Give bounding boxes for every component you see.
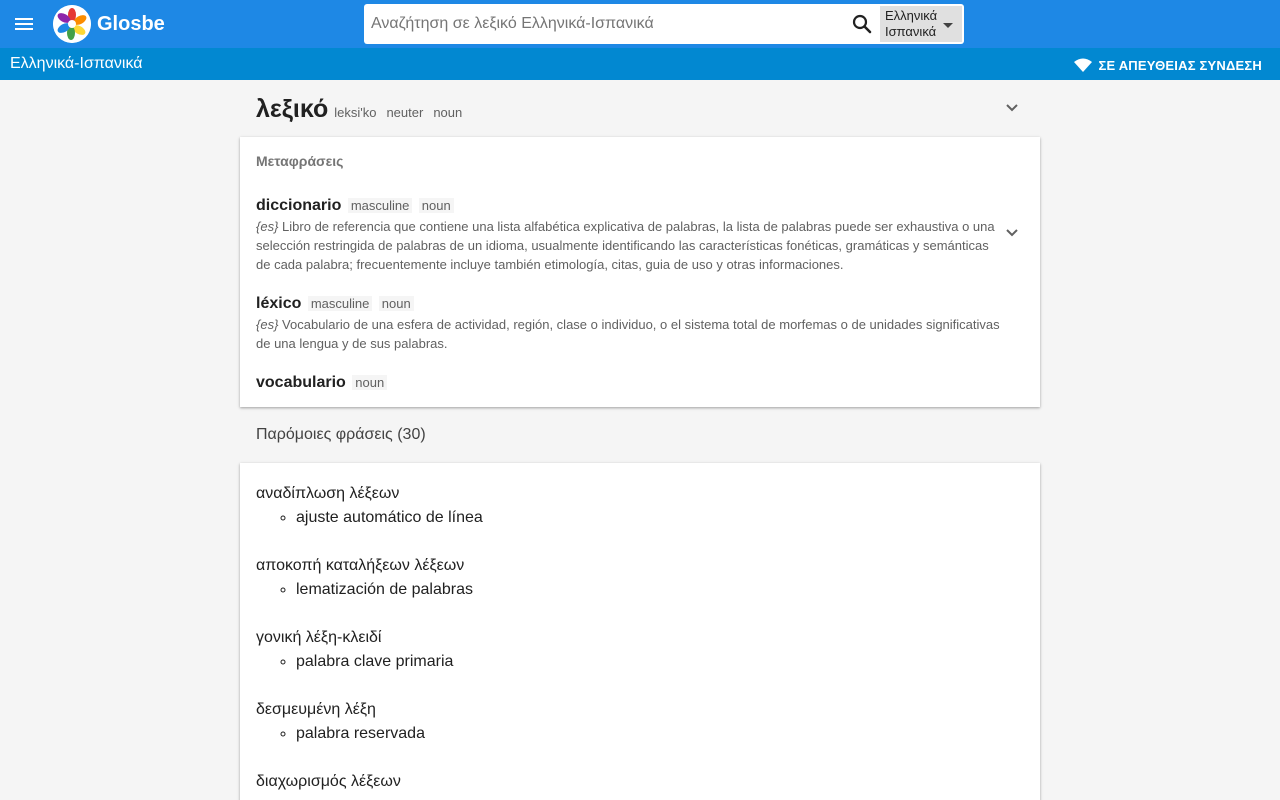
- headword: λεξικό: [256, 95, 329, 123]
- language-pair-select[interactable]: [880, 6, 962, 42]
- similar-phrases-heading: Παρόμοιες φράσεις (30): [256, 426, 426, 443]
- top-app-bar: [0, 0, 1280, 48]
- translations-heading: Μεταφράσεις: [256, 153, 344, 169]
- definition-language: {es}: [256, 219, 279, 234]
- chevron-down-icon[interactable]: [1004, 100, 1020, 116]
- pos-tag: noun: [419, 198, 454, 213]
- phrase-source[interactable]: αναδίπλωση λέξεων: [256, 485, 400, 502]
- search-input[interactable]: [366, 6, 846, 42]
- gender-tag: neuter: [386, 105, 424, 120]
- translation-definition: [256, 217, 1001, 274]
- brand-name[interactable]: Glosbe: [97, 13, 165, 35]
- search-icon[interactable]: [850, 12, 874, 36]
- definition-language: {es}: [256, 317, 279, 332]
- phrase-source[interactable]: αποκοπή καταλήξεων λέξεων: [256, 557, 465, 574]
- phrase-item: [256, 556, 473, 600]
- pos-tag: noun: [379, 296, 414, 311]
- glosbe-logo[interactable]: [53, 5, 91, 43]
- headword-row: [256, 95, 462, 125]
- pos-tag: noun: [352, 375, 387, 390]
- language-to: Ισπανικά: [885, 24, 937, 39]
- phrase-translation[interactable]: ◦ lematización de palabras: [296, 580, 473, 600]
- language-pair-bar: [0, 48, 1280, 80]
- translation-definition: [256, 315, 1001, 353]
- pronunciation: leksi'ko: [334, 105, 377, 120]
- definition-text: Vocabulario de una esfera de actividad, región, clase o individuo, o el sistema total de morfemas o de unidades significativas de una lengua y de sus palabras.: [256, 317, 1000, 351]
- phrase-item: [256, 772, 401, 792]
- translation-word[interactable]: léxico: [256, 295, 302, 312]
- phrase-source[interactable]: διαχωρισμός λέξεων: [256, 773, 401, 790]
- phrase-item: [256, 628, 453, 672]
- dropdown-caret-icon: [943, 23, 953, 28]
- gender-tag: masculine: [348, 198, 413, 213]
- chevron-down-icon[interactable]: [1004, 225, 1020, 241]
- gender-tag: masculine: [308, 296, 373, 311]
- translation-item: [256, 374, 1001, 392]
- language-pair-link[interactable]: Ελληνικά-Ισπανικά: [10, 55, 143, 72]
- translation-item: [256, 197, 1001, 274]
- language-from: Ελληνικά: [885, 8, 938, 23]
- translation-word[interactable]: diccionario: [256, 197, 342, 214]
- translation-word[interactable]: vocabulario: [256, 374, 346, 391]
- wifi-icon: [1074, 58, 1092, 72]
- phrase-source[interactable]: γονική λέξη-κλειδί: [256, 629, 382, 646]
- pos-tag: noun: [433, 105, 463, 120]
- online-status[interactable]: [1074, 57, 1263, 73]
- search-box: [364, 4, 964, 44]
- phrase-translation[interactable]: ◦ ajuste automático de línea: [296, 508, 483, 528]
- phrase-translation[interactable]: ◦ palabra clave primaria: [296, 652, 453, 672]
- similar-phrases-card: [240, 463, 1040, 800]
- phrase-translation[interactable]: ◦ palabra reservada: [296, 724, 425, 744]
- definition-text: Libro de referencia que contiene una lista alfabética explicativa de palabras, la lista de palabras puede ser exhaustiva o una selección restringida de palabras de un idioma, usualmente identificando las características fonéticas, gramáticas y semánticas de cada palabra; frecuentemente incluye también etimología, citas, guia de uso y otras informaciones.: [256, 219, 995, 272]
- phrase-source[interactable]: δεσμευμένη λέξη: [256, 701, 376, 718]
- phrase-item: [256, 484, 483, 528]
- online-status-label: ΣΕ ΑΠΕΥΘΕΙΑΣ ΣΥΝΔΕΣΗ: [1098, 57, 1262, 73]
- menu-icon[interactable]: [10, 10, 38, 38]
- phrase-item: [256, 700, 425, 744]
- translations-card: [240, 137, 1040, 407]
- translation-item: [256, 295, 1001, 353]
